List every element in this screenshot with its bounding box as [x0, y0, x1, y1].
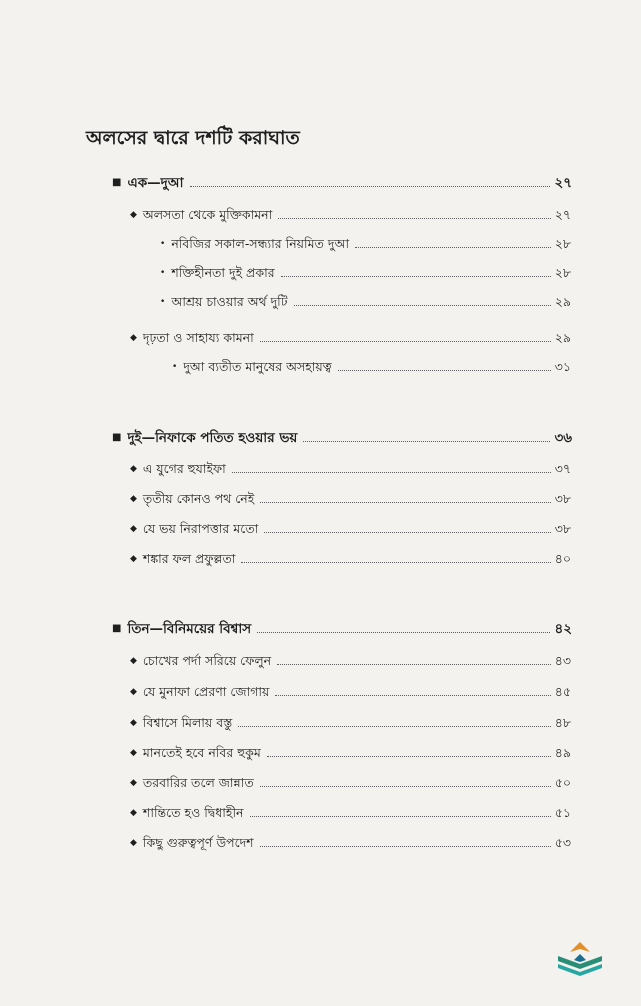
toc-page-number: ২৮	[554, 236, 571, 251]
toc-entry-row[interactable]	[130, 738, 571, 762]
dot-bullet-icon: •	[160, 297, 166, 307]
dotted-leader	[264, 531, 551, 533]
toc-entry-label: বিশ্বাসে মিলায় বস্তু	[142, 715, 233, 730]
diamond-bullet-icon: ◆	[130, 808, 137, 818]
dot-bullet-icon: •	[160, 239, 166, 249]
toc-section-row[interactable]	[112, 423, 572, 447]
toc-entry-label: শঙ্কার ফল প্রফুল্লতা	[142, 551, 236, 566]
toc-section-label: তিন—বিনিময়ের বিশ্বাস	[127, 621, 252, 637]
toc-page-number: ৪৯	[554, 745, 571, 760]
toc-page-number: ৩৬	[554, 430, 572, 446]
diamond-bullet-icon: ◆	[130, 838, 137, 848]
toc-subentry-label: শক্তিহীনতা দুই প্রকার	[171, 265, 275, 280]
toc-page-number: ২৭	[554, 207, 571, 222]
toc-entry-label: অলসতা থেকে মুক্তিকামনা	[142, 207, 273, 222]
toc-page-number: ৫০	[554, 775, 571, 790]
toc-entry-row[interactable]	[130, 828, 571, 852]
dotted-leader	[232, 471, 551, 473]
toc-subentry-row[interactable]	[160, 258, 571, 282]
dotted-leader	[281, 275, 551, 277]
dotted-leader	[267, 755, 551, 757]
toc-entry-row[interactable]	[130, 514, 571, 538]
dotted-leader	[294, 304, 551, 306]
diamond-bullet-icon: ◆	[130, 718, 137, 728]
toc-entry-label: দৃঢ়তা ও সাহায্য কামনা	[142, 330, 254, 345]
toc-entry-label: এ যুগের হুযাইফা	[142, 461, 226, 476]
dot-bullet-icon: •	[160, 268, 166, 278]
toc-page-number: ২৯	[554, 330, 571, 345]
toc-entry-label: চোখের পর্দা সরিয়ে ফেলুন	[142, 653, 272, 668]
toc-section-row[interactable]	[112, 168, 572, 192]
toc-page-number: ৪২	[554, 621, 572, 637]
toc-page-number: ৩১	[554, 359, 571, 374]
dotted-leader	[355, 246, 551, 248]
toc-entry-label: মানতেই হবে নবির হুকুম	[142, 745, 261, 760]
diamond-bullet-icon: ◆	[130, 656, 137, 666]
page-title: অলসের দ্বারে দশটি করাঘাত	[86, 127, 300, 149]
toc-entry-row[interactable]	[130, 544, 571, 568]
toc-entry-label: যে ভয় নিরাপত্তার মতো	[142, 521, 259, 536]
diamond-bullet-icon: ◆	[130, 524, 137, 534]
diamond-bullet-icon: ◆	[130, 687, 137, 697]
toc-section-row[interactable]	[112, 614, 572, 638]
square-bullet-icon: ■	[112, 432, 122, 443]
toc-entry-label: তরবারির তলে জান্নাত	[142, 775, 254, 790]
toc-page-number: ৩৮	[554, 521, 571, 536]
toc-section-label: এক—দুআ	[127, 175, 184, 191]
square-bullet-icon: ■	[112, 177, 122, 188]
toc-entry-label: কিছু গুরুত্বপূর্ণ উপদেশ	[142, 835, 254, 850]
toc-page-number: ৫১	[554, 805, 571, 820]
toc-page-number: ২৯	[554, 294, 571, 309]
dotted-leader	[277, 663, 551, 665]
toc-entry-row[interactable]	[130, 200, 571, 224]
toc-entry-label: তৃতীয় কোনও পথ নেই	[142, 491, 255, 506]
dotted-leader	[338, 369, 551, 371]
dotted-leader	[257, 631, 550, 633]
diamond-bullet-icon: ◆	[130, 554, 137, 564]
toc-page-number: ৪৮	[554, 715, 571, 730]
diamond-bullet-icon: ◆	[130, 748, 137, 758]
dotted-leader	[260, 340, 551, 342]
toc-entry-label: যে মুনাফা প্রেরণা জোগায়	[142, 684, 270, 699]
dotted-leader	[250, 815, 551, 817]
toc-page-number: ৩৭	[554, 461, 571, 476]
toc-subentry-row[interactable]	[160, 229, 571, 253]
toc-subentry-row[interactable]	[172, 352, 571, 376]
toc-entry-row[interactable]	[130, 323, 571, 347]
toc-entry-row[interactable]	[130, 798, 571, 822]
diamond-bullet-icon: ◆	[130, 778, 137, 788]
dotted-leader	[275, 694, 550, 696]
dotted-leader	[260, 501, 550, 503]
diamond-bullet-icon: ◆	[130, 333, 137, 343]
toc-page-number: ৪৩	[554, 653, 571, 668]
toc-subentry-label: দুআ ব্যতীত মানুষের অসহায়ত্ব	[183, 359, 332, 374]
dotted-leader	[238, 725, 551, 727]
dot-bullet-icon: •	[172, 362, 178, 372]
toc-entry-row[interactable]	[130, 484, 571, 508]
dotted-leader	[303, 440, 550, 442]
dotted-leader	[260, 785, 551, 787]
toc-page-number: ২৮	[554, 265, 571, 280]
toc-page-number: ৫৩	[554, 835, 571, 850]
dotted-leader	[190, 185, 551, 187]
toc-page-number: ৪০	[554, 551, 571, 566]
toc-page-number: ২৭	[554, 175, 572, 191]
dotted-leader	[260, 845, 551, 847]
toc-subentry-row[interactable]	[160, 287, 571, 311]
diamond-bullet-icon: ◆	[130, 494, 137, 504]
toc-entry-row[interactable]	[130, 708, 571, 732]
toc-entry-row[interactable]	[130, 646, 571, 670]
square-bullet-icon: ■	[112, 623, 122, 634]
toc-entry-row[interactable]	[130, 768, 571, 792]
toc-entry-row[interactable]	[130, 454, 571, 478]
toc-section-label: দুই—নিফাকে পতিত হওয়ার ভয়	[127, 430, 298, 446]
toc-subentry-label: আশ্রয় চাওয়ার অর্থ দুটি	[171, 294, 288, 309]
toc-subentry-label: নবিজির সকাল-সন্ধ্যার নিয়মিত দুআ	[171, 236, 350, 251]
dotted-leader	[241, 561, 550, 563]
diamond-bullet-icon: ◆	[130, 464, 137, 474]
toc-entry-row[interactable]	[130, 677, 571, 701]
toc-entry-label: শান্তিতে হও দ্বিধাহীন	[142, 805, 244, 820]
toc-page-number: ৪৫	[554, 684, 571, 699]
dotted-leader	[278, 217, 550, 219]
publisher-book-logo-icon	[555, 940, 605, 980]
diamond-bullet-icon: ◆	[130, 210, 137, 220]
toc-page-number: ৩৮	[554, 491, 571, 506]
